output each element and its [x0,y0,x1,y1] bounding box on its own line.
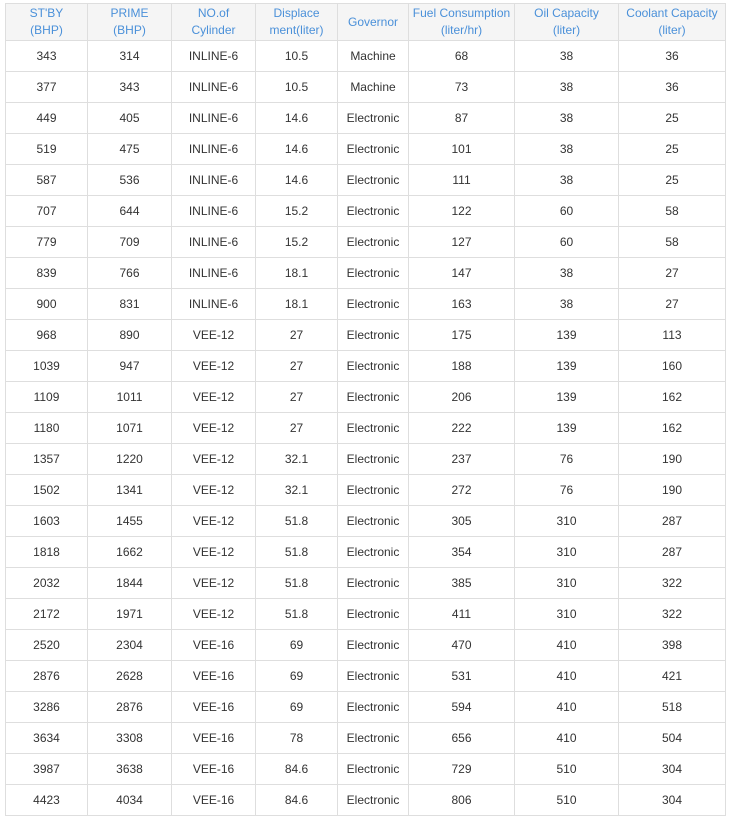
fuel-consumption-cell: 305 [409,506,515,537]
displacement-cell: 14.6 [256,103,338,134]
coolant-capacity-cell: 518 [619,692,726,723]
displacement-cell: 78 [256,723,338,754]
fuel-consumption-cell: 806 [409,785,515,816]
displacement-cell: 69 [256,661,338,692]
governor-cell: Electronic [338,165,409,196]
stby-bhp-cell: 2032 [6,568,88,599]
fuel-consumption-cell: 68 [409,41,515,72]
fuel-consumption-cell: 354 [409,537,515,568]
oil-capacity-cell: 38 [515,41,619,72]
governor-cell: Electronic [338,103,409,134]
header-stby-bhp: ST'BY (BHP) [6,4,88,41]
table-row [6,227,726,258]
stby-bhp-cell: 449 [6,103,88,134]
stby-bhp-cell: 1109 [6,382,88,413]
fuel-consumption-cell: 73 [409,72,515,103]
engine-spec-table [5,3,726,816]
oil-capacity-cell: 38 [515,72,619,103]
cylinder-cell: VEE-16 [172,785,256,816]
coolant-capacity-cell: 58 [619,196,726,227]
oil-capacity-cell: 38 [515,165,619,196]
stby-bhp-cell: 707 [6,196,88,227]
fuel-consumption-cell: 87 [409,103,515,134]
displacement-cell: 51.8 [256,599,338,630]
header-fuel-consumption: Fuel Consumption (liter/hr) [409,4,515,41]
governor-cell: Electronic [338,785,409,816]
governor-cell: Electronic [338,258,409,289]
table-row [6,661,726,692]
oil-capacity-cell: 60 [515,196,619,227]
stby-bhp-cell: 377 [6,72,88,103]
fuel-consumption-cell: 122 [409,196,515,227]
coolant-capacity-cell: 190 [619,444,726,475]
oil-capacity-cell: 60 [515,227,619,258]
cylinder-cell: INLINE-6 [172,258,256,289]
cylinder-cell: VEE-16 [172,692,256,723]
prime-bhp-cell: 314 [88,41,172,72]
fuel-consumption-cell: 470 [409,630,515,661]
oil-capacity-cell: 510 [515,754,619,785]
prime-bhp-cell: 2876 [88,692,172,723]
stby-bhp-cell: 519 [6,134,88,165]
cylinder-cell: INLINE-6 [172,196,256,227]
displacement-cell: 27 [256,320,338,351]
cylinder-cell: VEE-16 [172,661,256,692]
oil-capacity-cell: 410 [515,692,619,723]
coolant-capacity-cell: 322 [619,568,726,599]
coolant-capacity-cell: 36 [619,41,726,72]
displacement-cell: 32.1 [256,444,338,475]
prime-bhp-cell: 1844 [88,568,172,599]
governor-cell: Electronic [338,475,409,506]
table-row [6,475,726,506]
oil-capacity-cell: 410 [515,723,619,754]
prime-bhp-cell: 1455 [88,506,172,537]
prime-bhp-cell: 1011 [88,382,172,413]
prime-bhp-cell: 1220 [88,444,172,475]
prime-bhp-cell: 343 [88,72,172,103]
displacement-cell: 18.1 [256,289,338,320]
governor-cell: Electronic [338,661,409,692]
header-cylinders: NO.of Cylinder [172,4,256,41]
displacement-cell: 10.5 [256,72,338,103]
governor-cell: Electronic [338,506,409,537]
oil-capacity-cell: 410 [515,630,619,661]
table-row [6,165,726,196]
displacement-cell: 27 [256,413,338,444]
cylinder-cell: VEE-16 [172,630,256,661]
fuel-consumption-cell: 175 [409,320,515,351]
oil-capacity-cell: 310 [515,537,619,568]
prime-bhp-cell: 475 [88,134,172,165]
stby-bhp-cell: 779 [6,227,88,258]
governor-cell: Electronic [338,444,409,475]
stby-bhp-cell: 4423 [6,785,88,816]
prime-bhp-cell: 4034 [88,785,172,816]
displacement-cell: 69 [256,692,338,723]
stby-bhp-cell: 968 [6,320,88,351]
cylinder-cell: VEE-12 [172,444,256,475]
cylinder-cell: VEE-12 [172,599,256,630]
fuel-consumption-cell: 111 [409,165,515,196]
governor-cell: Electronic [338,351,409,382]
cylinder-cell: VEE-12 [172,351,256,382]
header-displacement: Displace ment(liter) [256,4,338,41]
cylinder-cell: VEE-12 [172,382,256,413]
prime-bhp-cell: 1071 [88,413,172,444]
oil-capacity-cell: 510 [515,785,619,816]
coolant-capacity-cell: 190 [619,475,726,506]
displacement-cell: 27 [256,351,338,382]
fuel-consumption-cell: 272 [409,475,515,506]
table-row [6,196,726,227]
table-body [6,41,726,816]
coolant-capacity-cell: 398 [619,630,726,661]
coolant-capacity-cell: 160 [619,351,726,382]
fuel-consumption-cell: 237 [409,444,515,475]
stby-bhp-cell: 1039 [6,351,88,382]
displacement-cell: 51.8 [256,506,338,537]
coolant-capacity-cell: 113 [619,320,726,351]
header-governor: Governor [338,4,409,41]
oil-capacity-cell: 38 [515,134,619,165]
oil-capacity-cell: 139 [515,382,619,413]
displacement-cell: 32.1 [256,475,338,506]
coolant-capacity-cell: 304 [619,754,726,785]
coolant-capacity-cell: 421 [619,661,726,692]
cylinder-cell: VEE-12 [172,537,256,568]
table-row [6,134,726,165]
stby-bhp-cell: 900 [6,289,88,320]
stby-bhp-cell: 2172 [6,599,88,630]
stby-bhp-cell: 1818 [6,537,88,568]
table-row [6,723,726,754]
governor-cell: Machine [338,41,409,72]
prime-bhp-cell: 831 [88,289,172,320]
governor-cell: Machine [338,72,409,103]
fuel-consumption-cell: 531 [409,661,515,692]
fuel-consumption-cell: 163 [409,289,515,320]
cylinder-cell: VEE-16 [172,723,256,754]
coolant-capacity-cell: 322 [619,599,726,630]
stby-bhp-cell: 587 [6,165,88,196]
header-coolant-capacity: Coolant Capacity (liter) [619,4,726,41]
stby-bhp-cell: 3987 [6,754,88,785]
fuel-consumption-cell: 656 [409,723,515,754]
table-row [6,289,726,320]
cylinder-cell: INLINE-6 [172,289,256,320]
displacement-cell: 10.5 [256,41,338,72]
governor-cell: Electronic [338,568,409,599]
cylinder-cell: VEE-12 [172,320,256,351]
header-oil-capacity: Oil Capacity (liter) [515,4,619,41]
stby-bhp-cell: 343 [6,41,88,72]
oil-capacity-cell: 76 [515,475,619,506]
oil-capacity-cell: 139 [515,413,619,444]
header-row [6,4,726,41]
header-prime-bhp: PRIME (BHP) [88,4,172,41]
prime-bhp-cell: 405 [88,103,172,134]
stby-bhp-cell: 1603 [6,506,88,537]
cylinder-cell: INLINE-6 [172,134,256,165]
displacement-cell: 27 [256,382,338,413]
coolant-capacity-cell: 58 [619,227,726,258]
governor-cell: Electronic [338,723,409,754]
stby-bhp-cell: 839 [6,258,88,289]
cylinder-cell: INLINE-6 [172,72,256,103]
coolant-capacity-cell: 504 [619,723,726,754]
fuel-consumption-cell: 127 [409,227,515,258]
displacement-cell: 51.8 [256,537,338,568]
governor-cell: Electronic [338,320,409,351]
prime-bhp-cell: 1971 [88,599,172,630]
cylinder-cell: VEE-16 [172,754,256,785]
cylinder-cell: INLINE-6 [172,103,256,134]
oil-capacity-cell: 139 [515,320,619,351]
spec-table-container [5,3,725,816]
prime-bhp-cell: 2304 [88,630,172,661]
cylinder-cell: INLINE-6 [172,165,256,196]
prime-bhp-cell: 709 [88,227,172,258]
prime-bhp-cell: 766 [88,258,172,289]
fuel-consumption-cell: 411 [409,599,515,630]
stby-bhp-cell: 3634 [6,723,88,754]
stby-bhp-cell: 1180 [6,413,88,444]
table-row [6,568,726,599]
displacement-cell: 14.6 [256,134,338,165]
stby-bhp-cell: 3286 [6,692,88,723]
table-row [6,413,726,444]
fuel-consumption-cell: 222 [409,413,515,444]
table-row [6,754,726,785]
governor-cell: Electronic [338,537,409,568]
coolant-capacity-cell: 287 [619,506,726,537]
coolant-capacity-cell: 27 [619,258,726,289]
coolant-capacity-cell: 27 [619,289,726,320]
prime-bhp-cell: 947 [88,351,172,382]
fuel-consumption-cell: 147 [409,258,515,289]
coolant-capacity-cell: 162 [619,382,726,413]
table-row [6,630,726,661]
coolant-capacity-cell: 25 [619,165,726,196]
displacement-cell: 69 [256,630,338,661]
fuel-consumption-cell: 206 [409,382,515,413]
displacement-cell: 15.2 [256,196,338,227]
coolant-capacity-cell: 36 [619,72,726,103]
prime-bhp-cell: 1662 [88,537,172,568]
table-row [6,382,726,413]
table-row [6,537,726,568]
oil-capacity-cell: 38 [515,289,619,320]
table-row [6,785,726,816]
oil-capacity-cell: 38 [515,258,619,289]
governor-cell: Electronic [338,630,409,661]
prime-bhp-cell: 3638 [88,754,172,785]
displacement-cell: 51.8 [256,568,338,599]
table-row [6,72,726,103]
coolant-capacity-cell: 162 [619,413,726,444]
table-row [6,692,726,723]
cylinder-cell: VEE-12 [172,506,256,537]
oil-capacity-cell: 310 [515,599,619,630]
prime-bhp-cell: 536 [88,165,172,196]
oil-capacity-cell: 310 [515,506,619,537]
fuel-consumption-cell: 594 [409,692,515,723]
governor-cell: Electronic [338,382,409,413]
fuel-consumption-cell: 188 [409,351,515,382]
governor-cell: Electronic [338,196,409,227]
prime-bhp-cell: 890 [88,320,172,351]
fuel-consumption-cell: 385 [409,568,515,599]
stby-bhp-cell: 2876 [6,661,88,692]
table-row [6,444,726,475]
fuel-consumption-cell: 729 [409,754,515,785]
displacement-cell: 84.6 [256,785,338,816]
cylinder-cell: VEE-12 [172,413,256,444]
governor-cell: Electronic [338,754,409,785]
prime-bhp-cell: 2628 [88,661,172,692]
cylinder-cell: VEE-12 [172,568,256,599]
oil-capacity-cell: 76 [515,444,619,475]
fuel-consumption-cell: 101 [409,134,515,165]
stby-bhp-cell: 1357 [6,444,88,475]
coolant-capacity-cell: 287 [619,537,726,568]
stby-bhp-cell: 2520 [6,630,88,661]
governor-cell: Electronic [338,289,409,320]
displacement-cell: 84.6 [256,754,338,785]
oil-capacity-cell: 139 [515,351,619,382]
cylinder-cell: INLINE-6 [172,227,256,258]
table-row [6,258,726,289]
displacement-cell: 15.2 [256,227,338,258]
coolant-capacity-cell: 25 [619,103,726,134]
coolant-capacity-cell: 25 [619,134,726,165]
cylinder-cell: INLINE-6 [172,41,256,72]
governor-cell: Electronic [338,413,409,444]
table-row [6,103,726,134]
table-header [6,4,726,41]
oil-capacity-cell: 38 [515,103,619,134]
prime-bhp-cell: 3308 [88,723,172,754]
table-row [6,320,726,351]
governor-cell: Electronic [338,134,409,165]
governor-cell: Electronic [338,599,409,630]
table-row [6,41,726,72]
table-row [6,506,726,537]
coolant-capacity-cell: 304 [619,785,726,816]
prime-bhp-cell: 1341 [88,475,172,506]
oil-capacity-cell: 310 [515,568,619,599]
stby-bhp-cell: 1502 [6,475,88,506]
cylinder-cell: VEE-12 [172,475,256,506]
displacement-cell: 14.6 [256,165,338,196]
prime-bhp-cell: 644 [88,196,172,227]
table-row [6,599,726,630]
governor-cell: Electronic [338,692,409,723]
governor-cell: Electronic [338,227,409,258]
displacement-cell: 18.1 [256,258,338,289]
table-row [6,351,726,382]
oil-capacity-cell: 410 [515,661,619,692]
